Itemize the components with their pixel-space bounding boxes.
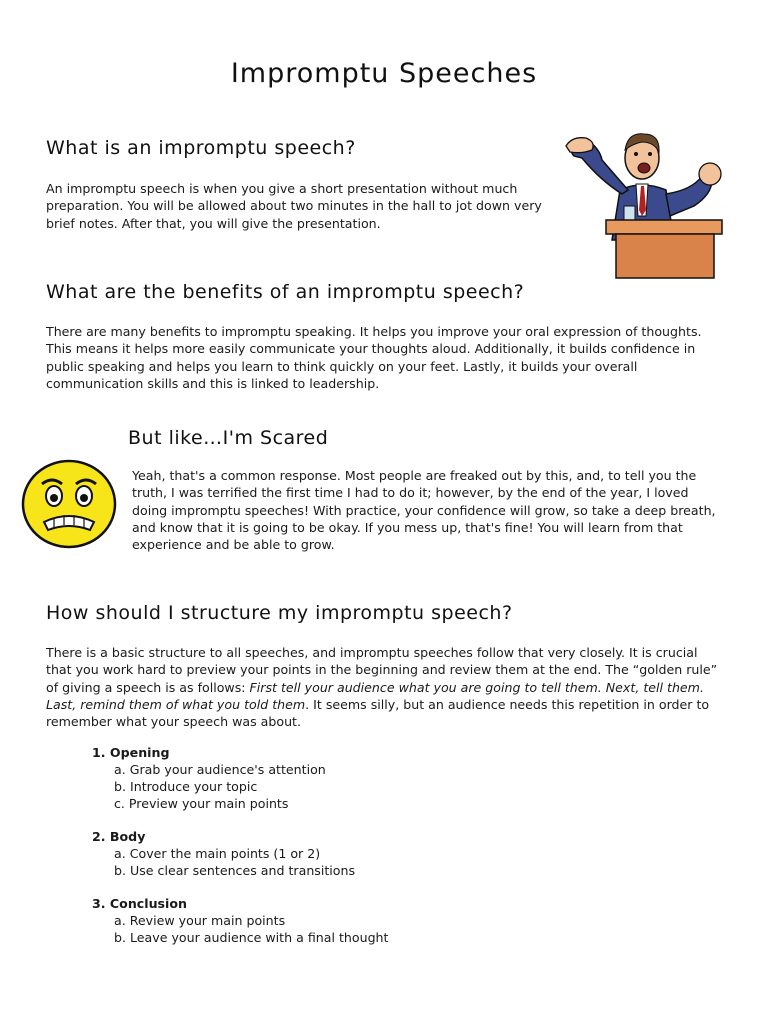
outline-subitem: a. Cover the main points (1 or 2) xyxy=(114,846,321,861)
page-title: Impromptu Speeches xyxy=(230,58,538,89)
section-body-what: An impromptu speech is when you give a short presentation without much preparation. You will be allowed about two minutes in the hall to jot down very brief notes. After that, you will give the presentation. xyxy=(46,181,542,231)
outline-subitem: c. Preview your main points xyxy=(114,796,289,811)
outline-item-label: 2. Body xyxy=(92,829,146,844)
outline-subitem: b. Use clear sentences and transitions xyxy=(114,863,356,878)
scared-face-icon xyxy=(20,458,118,550)
outline-item-label: 3. Conclusion xyxy=(92,896,187,911)
outline-group xyxy=(92,828,388,879)
outline-subitem: b. Introduce your topic xyxy=(114,779,258,794)
outline-group xyxy=(92,895,388,946)
structure-text-end: . It seems silly, but an audience needs this repetition in order to remember what your speech was about. xyxy=(46,696,710,730)
outline-subitem: b. Leave your audience with a final thought xyxy=(114,930,389,945)
section-heading-benefits: What are the benefits of an impromptu speech? xyxy=(46,281,525,303)
speech-outline xyxy=(92,744,388,962)
outline-group xyxy=(92,744,388,812)
section-heading-scared: But like…I'm Scared xyxy=(128,427,329,449)
section-body-scared: Yeah, that's a common response. Most people are freaked out by this, and, to tell you the truth, I was terrified the first time I had to do it; however, by the end of the year, I loved doing impromptu speeches! With practice, your confidence will grow, so take a deep breath, and know that it is going to be okay. If you mess up, that's fine! You will learn from that experience and be able to grow. xyxy=(132,468,716,553)
outline-subitem: a. Review your main points xyxy=(114,913,286,928)
section-heading-what: What is an impromptu speech? xyxy=(46,137,356,159)
speaker-illustration xyxy=(562,120,726,280)
structure-text-intro: There is a basic structure to all speeches, and impromptu speeches follow that very closely. It is crucial that you work hard to preview your points in the beginning and review them at the end. The “golden rule” of giving a speech is as follows: xyxy=(46,645,718,695)
section-body-structure xyxy=(46,644,722,730)
section-body-benefits: There are many benefits to impromptu speaking. It helps you improve your oral expression of thoughts. This means it helps more easily communicate your thoughts aloud. Additionally, it builds confidence in public speaking and helps you learn to think quickly on your feet. Lastly, it builds your overall communication skills and this is linked to leadership. xyxy=(46,324,702,391)
golden-rule-text: First tell your audience what you are going to tell them. Next, tell them. Last, remind them of what you told them xyxy=(46,679,704,712)
section-heading-structure: How should I structure my impromptu speech? xyxy=(46,602,513,624)
outline-subitem: a. Grab your audience's attention xyxy=(114,762,326,777)
outline-item-label: 1. Opening xyxy=(92,745,170,760)
